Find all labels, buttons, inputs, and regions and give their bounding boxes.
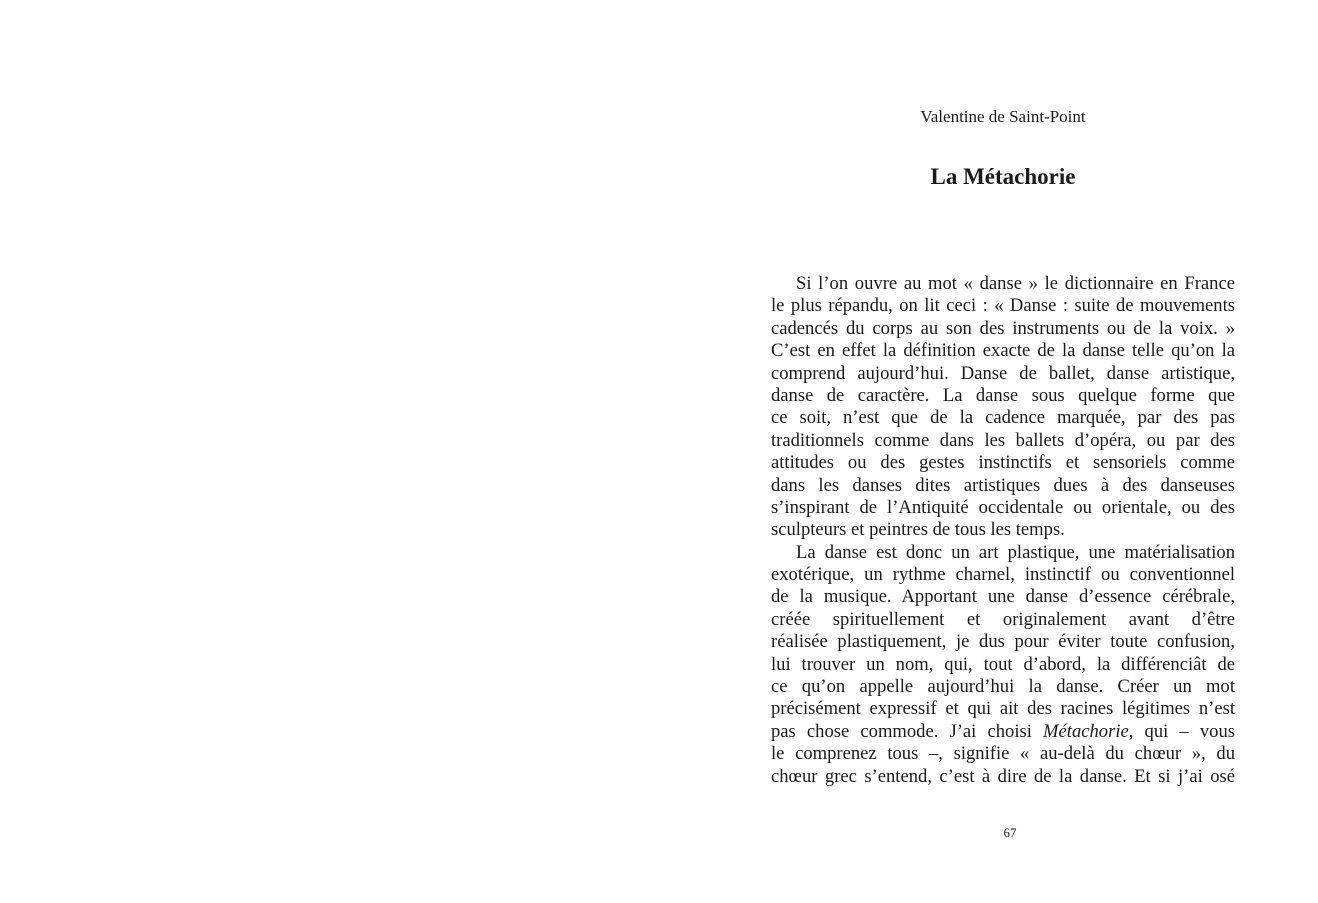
chapter-title: La Métachorie: [930, 164, 1076, 189]
author-name: Valentine de Saint-Point: [920, 107, 1086, 126]
text-line: ce soit, n’est que de la cadence marquée, par des pas: [771, 407, 1235, 429]
text-segment: , qui – vous: [1128, 720, 1235, 742]
text-line: lui trouver un nom, qui, tout d’abord, la différenciât de: [771, 653, 1235, 675]
text-segment: pas chose commode. J’ai choisi: [771, 720, 1044, 742]
text-line: exotérique, un rythme charnel, instinctif ou conventionnel: [771, 564, 1235, 586]
text-line: chœur grec s’entend, c’est à dire de la danse. Et si j’ai osé: [771, 765, 1235, 787]
text-line: réalisée plastiquement, je dus pour éviter toute confusion,: [771, 631, 1235, 653]
text-line: traditionnels comme dans les ballets d’opéra, ou par des: [771, 429, 1235, 451]
text-line: Si l’on ouvre au mot « danse » le dictionnaire en France: [796, 273, 1235, 294]
text-line: de la musique. Apportant une danse d’essence cérébrale,: [771, 586, 1235, 608]
text-line: le comprenez tous –, signifie « au-delà du chœur », du: [771, 743, 1235, 765]
text-line: s’inspirant de l’Antiquité occidentale ou orientale, ou des: [771, 496, 1235, 518]
text-line: attitudes ou des gestes instinctifs et sensoriels comme: [771, 452, 1235, 474]
text-line: précisément expressif et qui ait des racines légitimes n’est: [771, 698, 1235, 720]
page-number: 67: [1003, 825, 1017, 840]
text-line: La danse est donc un art plastique, une matérialisation: [796, 541, 1235, 563]
paragraph-1: [771, 273, 1235, 542]
right-page: [659, 0, 1318, 903]
text-line: dans les danses dites artistiques dues à des danseuses: [771, 474, 1235, 496]
text-line: le plus répandu, on lit ceci : « Danse : suite de mouvements: [771, 295, 1235, 317]
text-line: créée spirituellement et originalement avant d’être: [771, 608, 1235, 630]
italic-term: Métachorie: [1043, 720, 1129, 742]
text-line: cadencés du corps au son des instruments ou de la voix. »: [771, 317, 1235, 339]
text-line: danse de caractère. La danse sous quelque forme que: [771, 384, 1235, 406]
body-text: [771, 273, 1235, 788]
text-line: sculpteurs et peintres de tous les temps.: [771, 519, 1065, 541]
text-line: comprend aujourd’hui. Danse de ballet, danse artistique,: [771, 362, 1235, 384]
paragraph-2: [771, 542, 1235, 788]
text-line: ce qu’on appelle aujourd’hui la danse. Créer un mot: [771, 676, 1235, 698]
text-line: C’est en effet la définition exacte de la danse telle qu’on la: [771, 340, 1235, 362]
text-line: [771, 721, 1235, 743]
